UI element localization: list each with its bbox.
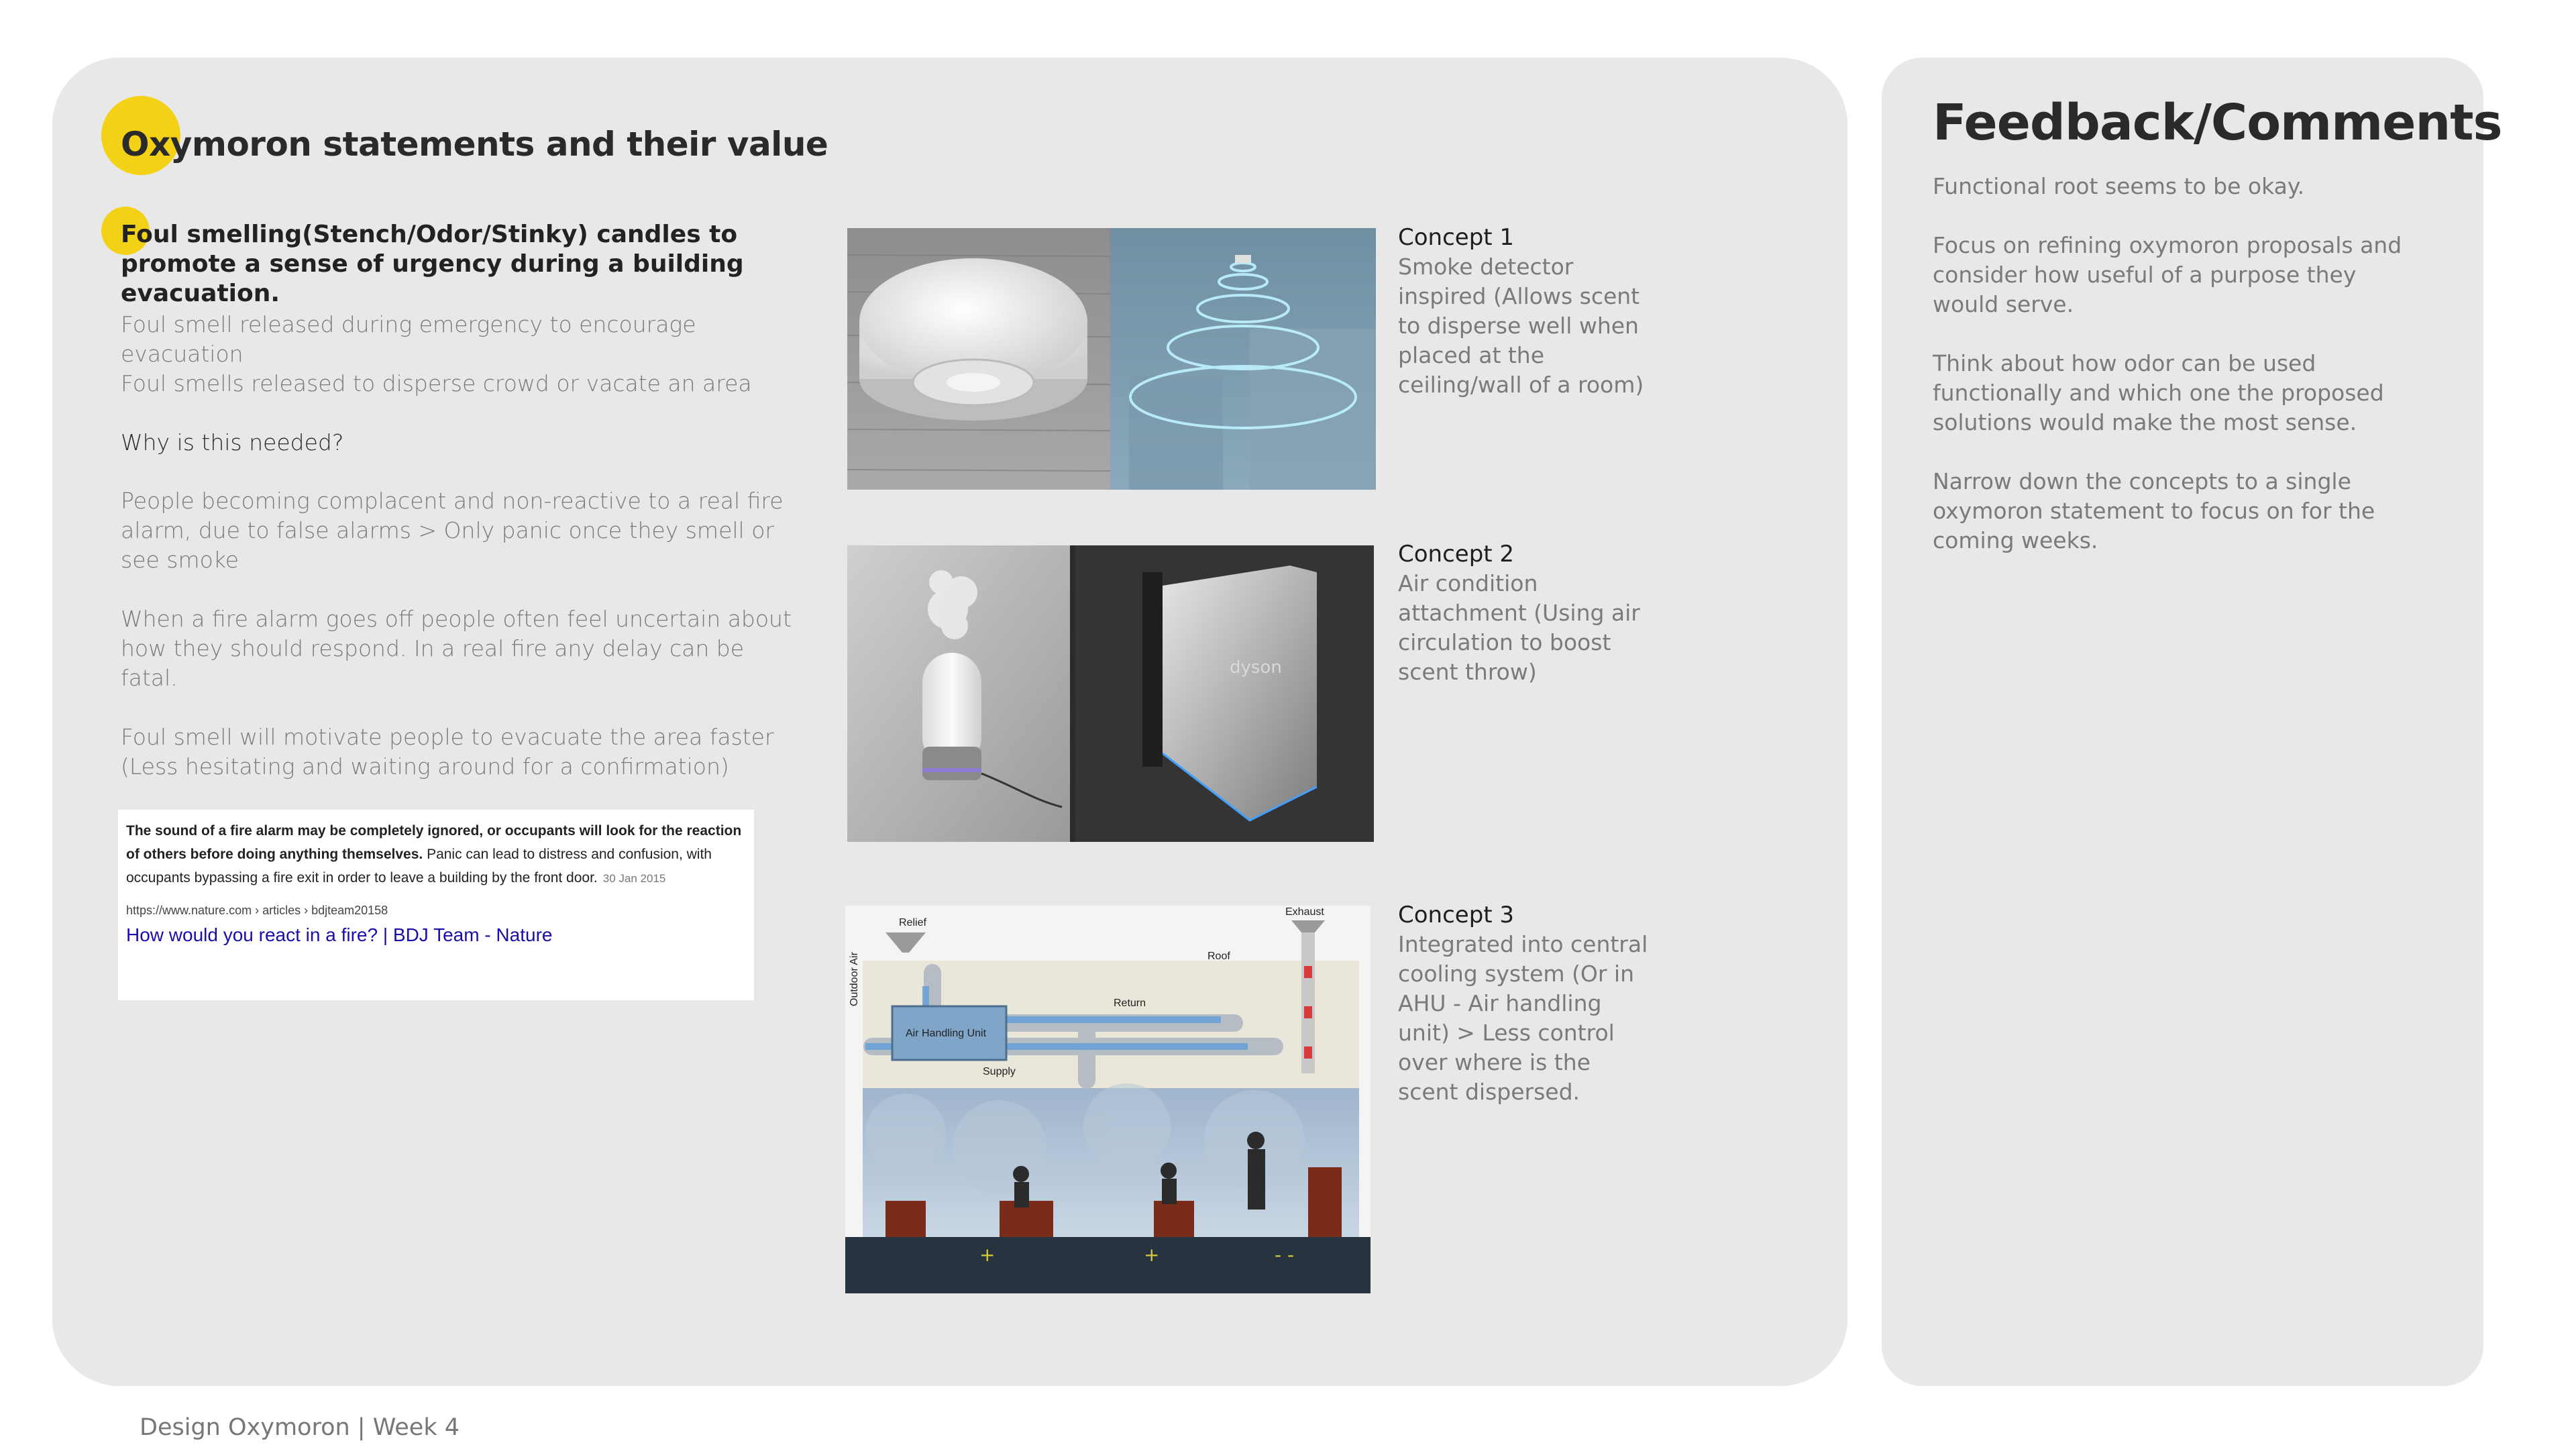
ahu-label: Air Handling Unit [906, 1028, 987, 1039]
description-line: Foul smells released to disperse crowd or vacate an area [121, 370, 752, 396]
concept-2 [1398, 539, 1653, 687]
quote-body-text: Panic can lead to distress and confusion, with occupants bypassing a fire exit in order to leave a building by the front door. [126, 847, 712, 885]
reason-item: Foul smell will motivate people to evacuate the area faster (Less hesitating and waiting around for a confirmation) [121, 724, 774, 780]
quote-date: 30 Jan 2015 [602, 872, 666, 885]
exhaust-label: Exhaust [1285, 906, 1324, 918]
feedback-title: Feedback/Comments [1933, 94, 2502, 152]
svg-text:+: + [1144, 1244, 1160, 1266]
reason-item: People becoming complacent and non-reactive to a real fire alarm, due to false alarms > Only panic once they smell or see smoke [121, 488, 784, 573]
page-title: Oxymoron statements and their value [121, 125, 828, 164]
feedback-list [1933, 172, 2429, 585]
search-result-quote [118, 810, 754, 1000]
svg-text:+: + [979, 1244, 996, 1266]
concept-1-illustration [847, 228, 1376, 490]
feedback-item: Functional root seems to be okay. [1933, 173, 2305, 199]
concept-3 [1398, 900, 1653, 1107]
reason-item: When a fire alarm goes off people often feel uncertain about how they should respond. In a real fire any delay can be fatal. [121, 606, 792, 691]
concept-name: Concept 1 [1398, 224, 1515, 251]
quote-text [126, 819, 746, 890]
concept-name: Concept 3 [1398, 902, 1515, 928]
concept-1-image [847, 228, 1376, 490]
outdoor-air-label: Outdoor Air [849, 952, 860, 1006]
why-heading: Why is this needed? [121, 429, 344, 455]
concept-3-illustration [845, 906, 1371, 1293]
return-label: Return [1114, 998, 1146, 1009]
quote-source-url: https://www.nature.com › articles › bdjteam20158 [126, 904, 388, 917]
concept-name: Concept 2 [1398, 541, 1515, 568]
feedback-item: Focus on refining oxymoron proposals and consider how useful of a purpose they would serve. [1933, 232, 2402, 317]
supply-label: Supply [983, 1066, 1016, 1077]
concept-2-image [847, 545, 1374, 842]
concept-description: Air condition attachment (Using air circulation to boost scent throw) [1398, 570, 1640, 685]
dyson-logo: dyson [1230, 657, 1282, 678]
svg-text:- -: - - [1275, 1244, 1295, 1266]
concept-3-image [845, 906, 1371, 1293]
footer: Design Oxymoron | Week 4 [140, 1414, 460, 1441]
quote-bold-text: The sound of a fire alarm may be completely ignored, or occupants will look for the reaction of others before doing anything themselves. [126, 823, 742, 862]
quote-link[interactable]: How would you react in a fire? | BDJ Team - Nature [126, 924, 553, 945]
concept-description: Integrated into central cooling system (Or in AHU - Air handling unit) > Less control over where is the scent dispersed. [1398, 931, 1648, 1105]
relief-label: Relief [899, 917, 926, 928]
concept-1 [1398, 223, 1653, 400]
statement-description [121, 310, 818, 398]
reasons-list [121, 486, 792, 811]
concept-2-illustration [847, 545, 1374, 842]
description-line: Foul smell released during emergency to encourage evacuation [121, 311, 696, 367]
roof-label: Roof [1208, 951, 1230, 962]
concept-description: Smoke detector inspired (Allows scent to disperse well when placed at the ceiling/wall of a room) [1398, 254, 1644, 398]
feedback-item: Think about how odor can be used functionally and which one the proposed solutions would make the most sense. [1933, 350, 2384, 435]
feedback-item: Narrow down the concepts to a single oxymoron statement to focus on for the coming weeks. [1933, 468, 2375, 553]
oxymoron-statement: Foul smelling(Stench/Odor/Stinky) candles to promote a sense of urgency during a building evacuation. [121, 221, 744, 307]
